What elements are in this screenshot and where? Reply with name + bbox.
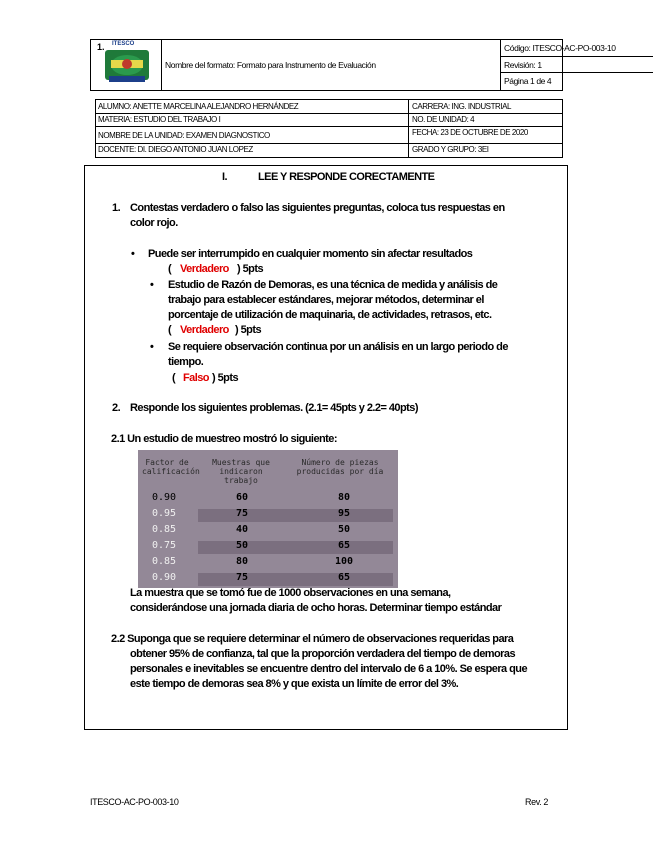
- info-row: [96, 126, 562, 144]
- itesco-logo-icon: [101, 44, 153, 86]
- statement-3-line-2: tiempo.: [168, 356, 204, 368]
- statement-2-line-1: Estudio de Razón de Demoras, es una técnica de medida y análisis de: [168, 279, 498, 291]
- page-number: Página 1 de 4: [504, 76, 552, 86]
- format-code: Código: ITESCO-AC-PO-003-10: [501, 40, 653, 57]
- question-2-2-line-3: personales e inevitables se encuentre dentro del intervalo de 6 a 10%. Se espera que: [130, 663, 528, 675]
- logo-number: 1.: [97, 42, 105, 52]
- info-row: [96, 113, 562, 127]
- student-info-table: [95, 99, 563, 158]
- cell-samples: 60: [236, 492, 249, 503]
- statement-2-line-2: trabajo para establecer estándares, mejorar métodos, determinar el: [168, 294, 484, 306]
- question-1-number: 1.: [112, 202, 121, 214]
- teacher: DOCENTE: DI. DIEGO ANTONIO JUAN LOPEZ: [98, 145, 253, 154]
- format-revision: Revisión: 1: [501, 57, 653, 73]
- student-name: ALUMNO: ANETTE MARCELINA ALEJANDRO HERNÁNDEZ: [98, 102, 299, 111]
- cell-pieces: 95: [338, 508, 351, 519]
- statement-1: Puede ser interrumpido en cualquier momento sin afectar resultados: [148, 248, 473, 260]
- question-1-line-2: color rojo.: [130, 217, 178, 229]
- answer-3: Falso: [183, 372, 209, 384]
- answer-2-open: (: [168, 324, 172, 336]
- logo-text: ITESCO: [112, 41, 135, 47]
- info-row: [96, 100, 562, 114]
- cell-factor: 0.95: [152, 508, 177, 519]
- question-1-line-1: Contestas verdadero o falso las siguientes preguntas, coloca tus respuestas en: [130, 202, 505, 214]
- answer-3-open: (: [172, 372, 176, 384]
- subject: MATERIA: ESTUDIO DEL TRABAJO I: [98, 115, 221, 124]
- cell-samples: 40: [236, 524, 249, 535]
- cell-factor: 0.90: [152, 492, 177, 503]
- bullet-icon: •: [150, 279, 154, 291]
- header-rating-factor: Factor de calificación: [142, 458, 200, 476]
- table-row-band: [198, 541, 393, 554]
- question-2-text: Responde los siguientes problemas. (2.1= 45pts y 2.2= 40pts): [130, 402, 418, 414]
- table-row-band: [198, 509, 393, 522]
- question-2-2-line-1: 2.2 Suponga que se requiere determinar el número de observaciones requeridas para: [111, 633, 514, 645]
- unit-name: NOMBRE DE LA UNIDAD: EXAMEN DIAGNOSTICO: [98, 131, 270, 140]
- question-2-number: 2.: [112, 402, 121, 414]
- cell-factor: 0.85: [152, 524, 177, 535]
- career: CARRERA: ING. INDUSTRIAL: [412, 102, 511, 111]
- info-row: [96, 143, 562, 157]
- answer-3-close: ) 5pts: [212, 372, 239, 384]
- question-2-2-line-4: este tiempo de demoras sea 8% y que exista un límite de error del 3%.: [130, 678, 459, 690]
- cell-factor: 0.85: [152, 556, 177, 567]
- cell-samples: 75: [236, 508, 249, 519]
- problem-2-1-line-1: La muestra que se tomó fue de 1000 observaciones en una semana,: [130, 587, 451, 599]
- format-header: [90, 39, 616, 91]
- cell-factor: 0.75: [152, 540, 177, 551]
- cell-pieces: 65: [338, 540, 351, 551]
- section-title: LEE Y RESPONDE CORECTAMENTE: [258, 171, 435, 183]
- cell-samples: 50: [236, 540, 249, 551]
- section-number: I.: [222, 171, 228, 183]
- unit-number: NO. DE UNIDAD: 4: [412, 115, 475, 124]
- sampling-data-table: [138, 450, 398, 588]
- answer-1: Verdadero: [180, 263, 229, 275]
- problem-2-1-line-2: considerándose una jornada diaria de ocho horas. Determinar tiempo estándar: [130, 602, 502, 614]
- date: FECHA: 23 DE OCTUBRE DE 2020: [412, 128, 528, 137]
- answer-2-close: ) 5pts: [235, 324, 262, 336]
- footer-revision: Rev. 2: [525, 797, 548, 807]
- footer-code: ITESCO-AC-PO-003-10: [90, 797, 179, 807]
- cell-samples: 80: [236, 556, 249, 567]
- format-name: Nombre del formato: Formato para Instrumento de Evaluación: [161, 40, 501, 90]
- cell-factor: 0.90: [152, 572, 177, 583]
- answer-1-open: (: [168, 263, 172, 275]
- cell-pieces: 100: [335, 556, 354, 567]
- header-work-samples: Muestras que indicaron trabajo: [212, 458, 270, 485]
- header-pieces-per-day: Número de piezas producidas por día: [296, 458, 384, 476]
- cell-samples: 75: [236, 572, 249, 583]
- statement-2-line-3: porcentaje de utilización de maquinaria, de actividades, retrasos, etc.: [168, 309, 492, 321]
- logo-cell: [91, 40, 162, 90]
- cell-pieces: 80: [338, 492, 351, 503]
- bullet-icon: •: [150, 341, 154, 353]
- grade-group: GRADO Y GRUPO: 3EI: [412, 145, 489, 154]
- cell-pieces: 50: [338, 524, 351, 535]
- bullet-icon: •: [131, 248, 135, 260]
- cell-pieces: 65: [338, 572, 351, 583]
- question-2-1-text: 2.1 Un estudio de muestreo mostró lo siguiente:: [111, 433, 337, 445]
- question-2-2-line-2: obtener 95% de confianza, tal que la proporción verdadera del tiempo de demoras: [130, 648, 516, 660]
- answer-1-close: ) 5pts: [237, 263, 264, 275]
- table-row-band: [198, 573, 393, 586]
- answer-2: Verdadero: [180, 324, 229, 336]
- statement-3-line-1: Se requiere observación continua por un análisis en un largo periodo de: [168, 341, 508, 353]
